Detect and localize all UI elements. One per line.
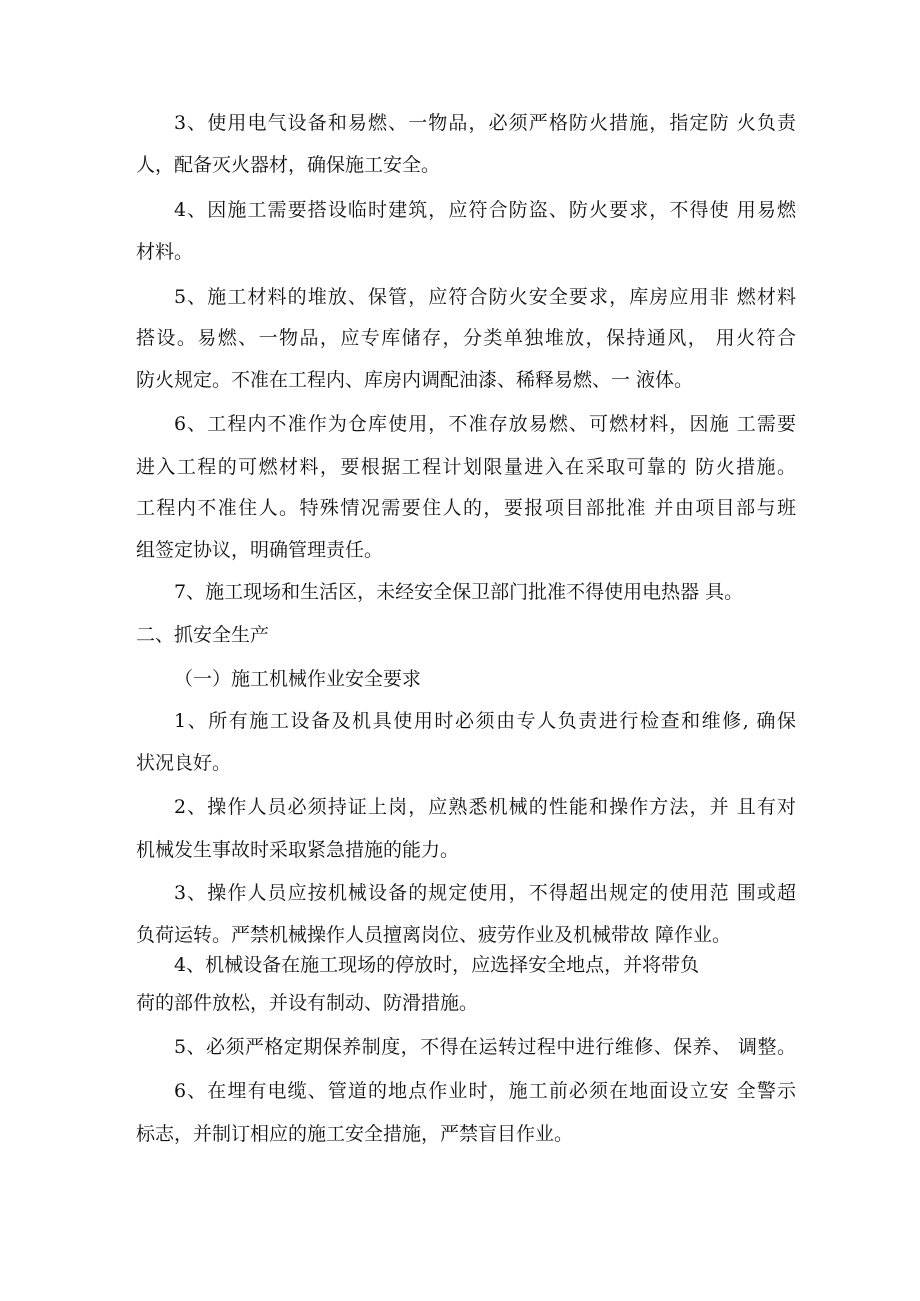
text-line-item4-end: 材料。 (136, 241, 194, 263)
text-line-item5-start: 5、施工材料的堆放、保管，应符合防火安全要求，库房应用非 燃材料 (174, 286, 796, 308)
text-line-item7: 7、施工现场和生活区，未经安全保卫部门批准不得使用电热器 具。 (174, 581, 744, 603)
text-line-machine2-end: 机械发生事故时采取紧急措施的能力。 (136, 839, 460, 861)
text-line-item4-start: 4、因施工需要搭设临时建筑，应符合防盗、防火要求，不得使 用易燃 (174, 199, 796, 221)
text-line-machine1-end: 状况良好。 (136, 752, 232, 774)
text-line-machine3-end: 负荷运转。严禁机械操作人员擅离岗位、疲劳作业及机械带故 障作业。 (136, 924, 732, 946)
text-line-machine6-start: 6、在埋有电缆、管道的地点作业时，施工前必须在地面设立安 全警示 (174, 1080, 796, 1102)
text-line-item5-middle: 搭设。易燃、一物品，应专库储存，分类单独堆放，保持通风， 用火符合 (136, 327, 796, 349)
text-line-item3-end: 人，配备灭火器材，确保施工安全。 (136, 154, 441, 176)
text-line-machine2-start: 2、操作人员必须持证上岗，应熟悉机械的性能和操作方法，并 且有对 (174, 796, 796, 818)
text-line-machine1-start: 1、所有施工设备及机具使用时必须由专人负责进行检查和维修, 确保 (174, 710, 796, 732)
subsection-heading: （一）施工机械作业安全要求 (174, 668, 422, 690)
text-line-item6-end: 组签定协议，明确管理责任。 (136, 539, 384, 561)
text-line-machine6-end: 标志，并制订相应的施工安全措施，严禁盲目作业。 (136, 1123, 574, 1145)
text-line-item3-start: 3、使用电气设备和易燃、一物品，必须严格防火措施，指定防 火负责 (174, 112, 796, 134)
section-heading: 二、抓安全生产 (136, 624, 270, 646)
text-line-item6-start: 6、工程内不准作为仓库使用，不准存放易燃、可燃材料，因施 工需要 (174, 413, 796, 435)
text-line-machine4-end: 荷的部件放松，并设有制动、防滑措施。 (136, 992, 479, 1014)
text-line-item6-third: 工程内不准住人。特殊情况需要住人的，要报项目部批准 并由项目部与班 (136, 497, 796, 519)
text-line-machine3-start: 3、操作人员应按机械设备的规定使用，不得超出规定的使用范 围或超 (174, 882, 796, 904)
text-line-machine4-start: 4、机械设备在施工现场的停放时，应选择安全地点，并将带负 (174, 954, 700, 976)
text-line-item6-second: 进入工程的可燃材料，要根据工程计划限量进入在采取可靠的 防火措施。 (136, 456, 796, 478)
text-line-machine5: 5、必须严格定期保养制度，不得在运转过程中进行维修、保养、 调整。 (174, 1036, 796, 1058)
text-line-item5-end: 防火规定。不准在工程内、库房内调配油漆、稀释易燃、一 液体。 (136, 369, 694, 391)
